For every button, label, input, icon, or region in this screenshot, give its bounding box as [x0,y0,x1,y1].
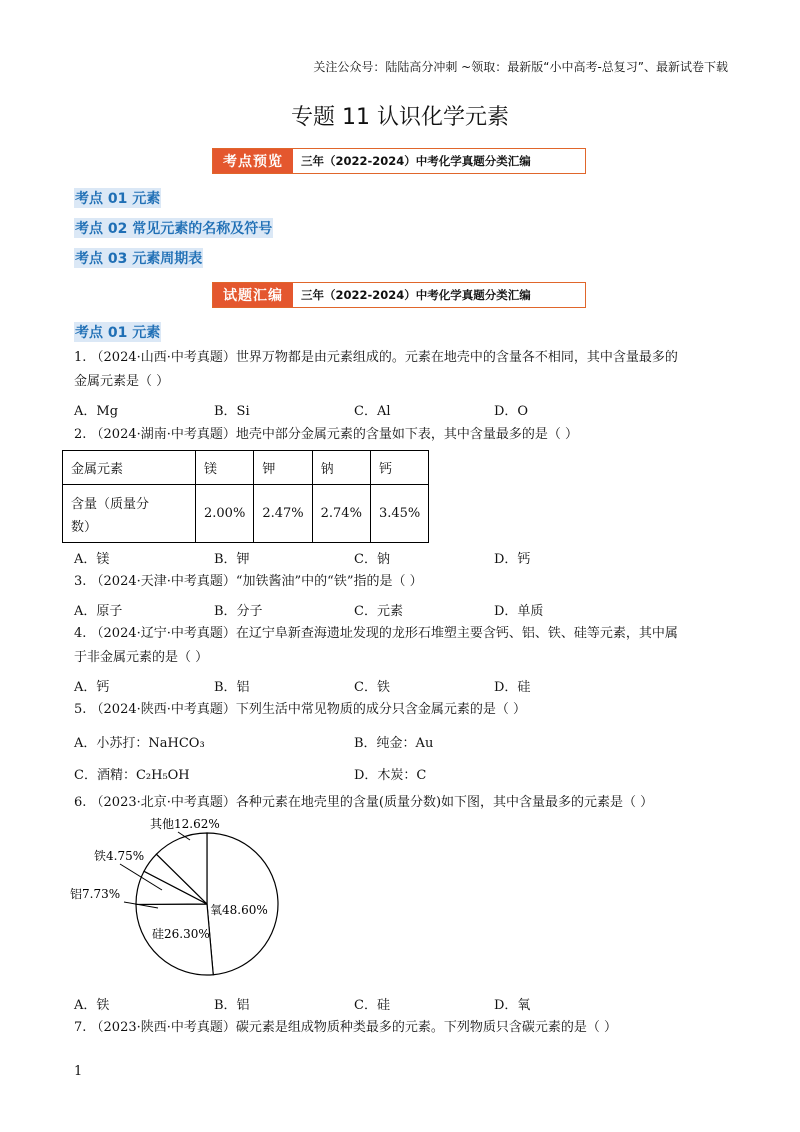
question-text: 2. （2024·湖南·中考真题）地壳中部分金属元素的含量如下表，其中含量最多的是（ ） [74,427,579,442]
section-heading: 考点 01 元素 [74,322,161,342]
metal-table-wrap [62,450,429,543]
option[interactable]: D．钙 [494,552,531,567]
option[interactable]: D．O [494,404,529,419]
pie-label: 氧48.60% [210,903,268,917]
table-cell: 3.45% [370,485,428,543]
option[interactable]: C．Al [354,404,391,419]
question-text: 于非金属元素的是（ ） [74,650,209,665]
question-text: 金属元素是（ ） [74,374,170,389]
option[interactable]: D．硅 [494,680,531,695]
table-cell: 2.47% [254,485,312,543]
question-text: 1. （2024·山西·中考真题）世界万物都是由元素组成的。元素在地壳中的含量各不相同，其中含量最多的 [74,350,678,365]
banner-tag: 试题汇编 [213,283,293,307]
question-6 [74,793,734,813]
banner-preview [212,148,586,174]
banner-questions [212,282,586,308]
table-header: 金属元素 [63,451,196,485]
page-number: 1 [74,1064,83,1079]
options-2 [74,548,734,567]
table-row-label [63,485,196,543]
options-3 [74,600,734,619]
page-title: 专题 11 认识化学元素 [291,105,509,130]
question-text: 6. （2023·北京·中考真题）各种元素在地壳里的含量(质量分数)如下图，其中含量最多的元素是（ ） [74,795,654,810]
banner-tag: 考点预览 [213,149,293,173]
question-1 [74,348,734,392]
question-text: 4. （2024·辽宁·中考真题）在辽宁阜新查海遗址发现的龙形石堆塑主要含钙、铝、铁、硅等元素，其中属 [74,626,678,641]
pie-label: 铝7.73% [70,887,121,901]
question-4 [74,624,734,668]
table-header: 镁 [196,451,254,485]
question-2 [74,425,734,445]
option[interactable]: B．铝 [214,680,250,695]
pie-label: 其他12.62% [150,817,220,831]
option[interactable]: A．铁 [74,998,110,1013]
options-6 [74,994,734,1013]
option[interactable]: C．硅 [354,998,390,1013]
banner-text: 三年（2022-2024）中考化学真题分类汇编 [301,154,531,168]
options-5a [74,732,634,751]
option[interactable]: B．纯金：Au [354,736,434,751]
option[interactable]: A．钙 [74,680,110,695]
table-header: 钠 [312,451,370,485]
options-1 [74,400,734,419]
option[interactable]: B．分子 [214,604,263,619]
option[interactable]: D．氧 [494,998,531,1013]
question-5 [74,700,734,720]
option[interactable]: B．Si [214,404,250,419]
question-text: 7. （2023·陕西·中考真题）碳元素是组成物质种类最多的元素。下列物质只含碳元素的是（ ） [74,1020,618,1035]
pie-label: 铁4.75% [94,849,145,863]
toc-item-1[interactable]: 考点 01 元素 [74,188,161,208]
option[interactable]: B．钾 [214,552,250,567]
option[interactable]: C．铁 [354,680,390,695]
option[interactable]: A．原子 [74,604,123,619]
table-cell: 2.00% [196,485,254,543]
metal-table [62,450,429,543]
pie-label: 硅26.30% [152,927,210,941]
toc-item-3[interactable]: 考点 03 元素周期表 [74,248,203,268]
option[interactable]: D．单质 [494,604,544,619]
option[interactable]: C．元素 [354,604,403,619]
question-7 [74,1018,734,1038]
option[interactable]: D．木炭：C [354,768,427,783]
question-3 [74,572,734,592]
option[interactable]: A．小苏打：NaHCO₃ [74,736,205,751]
option[interactable]: B．铝 [214,998,250,1013]
option[interactable]: A．镁 [74,552,110,567]
table-header: 钙 [370,451,428,485]
banner-text: 三年（2022-2024）中考化学真题分类汇编 [301,288,531,302]
option[interactable]: A．Mg [74,404,119,419]
table-cell: 2.74% [312,485,370,543]
header-note: 关注公众号：陆陆高分冲刺 ~领取：最新版“小中高考-总复习”、最新试卷下载 [313,60,728,74]
question-text: 3. （2024·天津·中考真题）“加铁酱油”中的“铁”指的是（ ） [74,574,423,589]
options-5b [74,764,634,783]
pie-chart [70,812,320,982]
row-label-line: 数） [71,519,98,535]
row-label-line: 含量（质量分 [71,496,150,512]
option[interactable]: C．钠 [354,552,390,567]
options-4 [74,676,734,695]
toc-item-2[interactable]: 考点 02 常见元素的名称及符号 [74,218,273,238]
table-header: 钾 [254,451,312,485]
option[interactable]: C．酒精：C₂H₅OH [74,768,190,783]
question-text: 5. （2024·陕西·中考真题）下列生活中常见物质的成分只含金属元素的是（ ） [74,702,527,717]
